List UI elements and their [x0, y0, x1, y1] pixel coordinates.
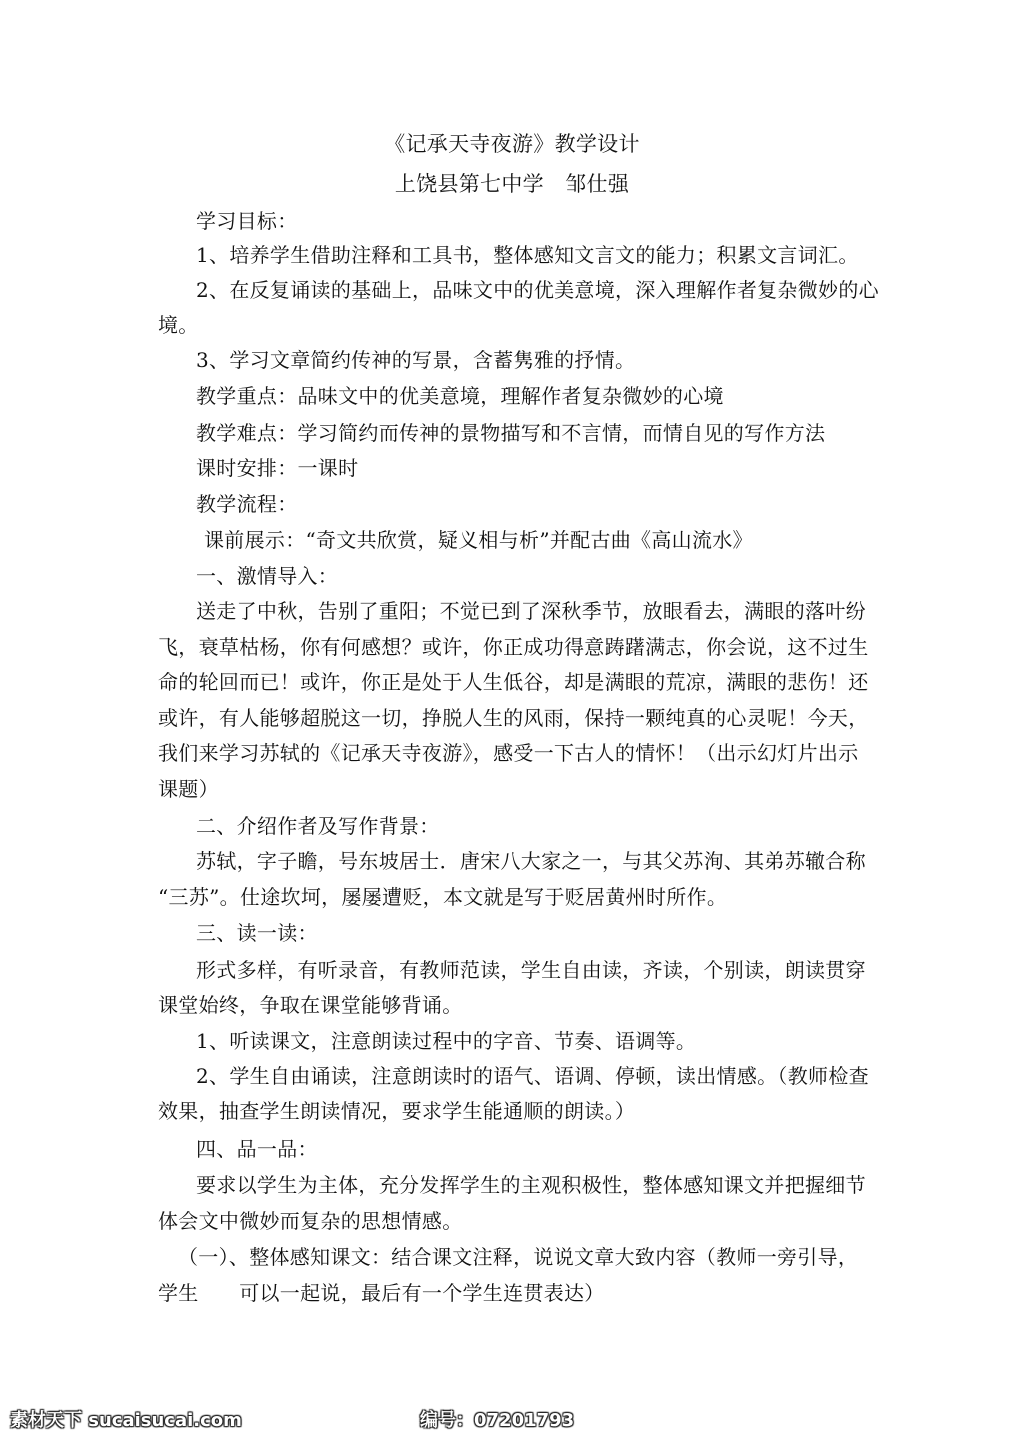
text-line: 学生 可以一起说，最后有一个学生连贯表达） [158, 1281, 605, 1305]
text-line: 教学流程： [196, 492, 298, 516]
text-line: 3、学习文章简约传神的写景，含蓄隽雅的抒情。 [196, 348, 636, 372]
text-line: 教学重点：品味文中的优美意境，理解作者复杂微妙的心境 [196, 384, 724, 408]
text-line: 体会文中微妙而复杂的思想情感。 [158, 1209, 463, 1233]
text-line: 课堂始终，争取在课堂能够背诵。 [158, 993, 463, 1017]
text-line: 形式多样，有听录音，有教师范读，学生自由读，齐读，个别读，朗读贯穿 [196, 958, 866, 982]
watermark-bar [0, 1400, 1024, 1442]
text-line: 四、品一品： [196, 1137, 318, 1161]
watermark-site: 素材天下 sucaisucai.com [10, 1410, 242, 1431]
text-line: 1、培养学生借助注释和工具书，整体感知文言文的能力；积累文言词汇。 [196, 243, 859, 267]
text-line: 课题） [158, 777, 219, 801]
text-line: 苏轼，字子瞻，号东坡居士．唐宋八大家之一，与其父苏洵、其弟苏辙合称 [196, 849, 866, 873]
text-line: 教学难点：学习简约而传神的景物描写和不言情，而情自见的写作方法 [196, 421, 826, 445]
text-line: 课前展示：“奇文共欣赏，疑义相与析”并配古曲《高山流水》 [204, 528, 753, 552]
text-line: 学习目标： [196, 209, 298, 233]
text-line: 一、激情导入： [196, 564, 339, 588]
text-line: 或许，有人能够超脱这一切，挣脱人生的风雨，保持一颗纯真的心灵呢！今天， [158, 706, 869, 730]
text-line: 飞，衰草枯杨，你有何感想？或许，你正成功得意踌躇满志，你会说，这不过生 [158, 635, 869, 659]
text-line: 二、介绍作者及写作背景： [196, 814, 440, 838]
text-line: 课时安排：一课时 [196, 456, 359, 480]
text-line: 境。 [158, 313, 199, 337]
text-line: 效果，抽查学生朗读情况，要求学生能通顺的朗读。） [158, 1099, 636, 1123]
text-line: （一）、整体感知课文：结合课文注释，说说文章大致内容（教师一旁引导， [178, 1245, 859, 1269]
text-line: 1、听读课文，注意朗读过程中的字音、节奏、语调等。 [196, 1029, 697, 1053]
text-line: “三苏”。仕途坎坷，屡屡遭贬，本文就是写于贬居黄州时所作。 [158, 885, 728, 909]
text-line: 送走了中秋，告别了重阳；不觉已到了深秋季节，放眼看去，满眼的落叶纷 [196, 599, 866, 623]
watermark-code: 编号：07201793 [420, 1410, 575, 1431]
text-line: 三、读一读： [196, 921, 318, 945]
text-line: 2、在反复诵读的基础上，品味文中的优美意境，深入理解作者复杂微妙的心 [196, 278, 879, 302]
text-line: 我们来学习苏轼的《记承天寺夜游》，感受一下古人的情怀！（出示幻灯片出示 [158, 741, 859, 765]
text-line: 要求以学生为主体，充分发挥学生的主观积极性，整体感知课文并把握细节 [196, 1173, 866, 1197]
document-title: 《记承天寺夜游》教学设计 [384, 132, 640, 156]
text-line: 命的轮回而已！或许，你正是处于人生低谷，却是满眼的荒凉，满眼的悲伤！还 [158, 670, 869, 694]
document-author: 上饶县第七中学 邹仕强 [394, 172, 630, 196]
text-line: 2、学生自由诵读，注意朗读时的语气、语调、停顿，读出情感。（教师检查 [196, 1064, 869, 1088]
